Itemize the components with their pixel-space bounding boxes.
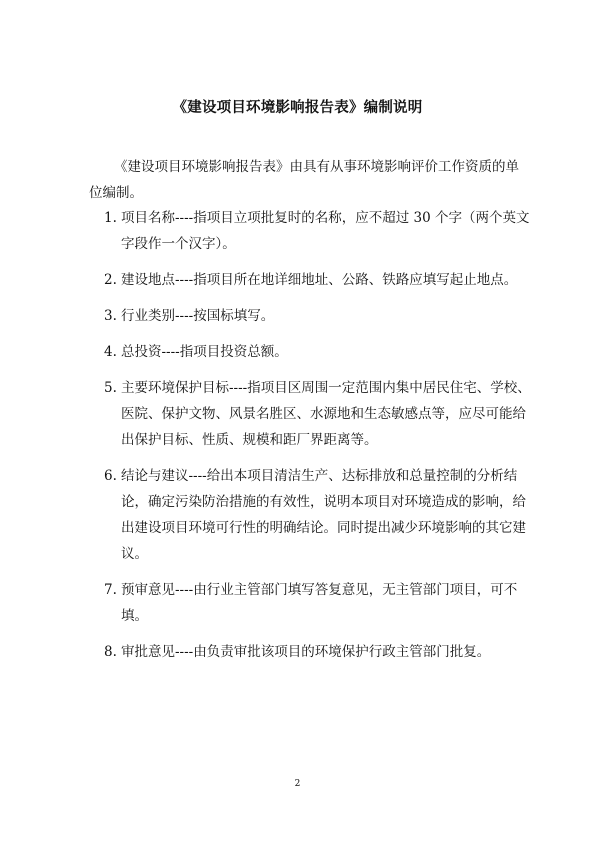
item-text: 结论与建议----给出本项目清洁生产、达标排放和总量控制的分析结论，确定污染防治措施的有效性，说明本项目对环境造成的影响，给出建设项目环境可行性的明确结论。同时提出减少环境影响的其它建议。 bbox=[121, 468, 526, 562]
item-text: 审批意见----由负责审批该项目的环境保护行政主管部门批复。 bbox=[121, 644, 491, 660]
list-item bbox=[104, 267, 534, 293]
item-text: 预审意见----由行业主管部门填写答复意见，无主管部门项目，可不填。 bbox=[121, 582, 518, 624]
list-item bbox=[104, 463, 534, 567]
intro-paragraph: 《建设项目环境影响报告表》由具有从事环境影响评价工作资质的单位编制。 bbox=[89, 159, 519, 201]
list-item bbox=[104, 339, 534, 365]
list-item bbox=[104, 375, 534, 453]
instruction-list bbox=[104, 205, 534, 675]
list-item bbox=[104, 639, 534, 665]
item-number: 3. bbox=[104, 308, 117, 324]
item-number: 7. bbox=[104, 582, 117, 598]
page-number: 2 bbox=[294, 779, 301, 789]
list-item bbox=[104, 577, 534, 629]
item-number: 4. bbox=[104, 344, 117, 360]
item-number: 2. bbox=[104, 272, 117, 288]
item-text: 总投资----指项目投资总额。 bbox=[121, 344, 288, 360]
item-text: 主要环境保护目标----指项目区周围一定范围内集中居民住宅、学校、医院、保护文物、风景名胜区、水源地和生态敏感点等，应尽可能给出保护目标、性质、规模和距厂界距离等。 bbox=[121, 380, 531, 448]
item-number: 1. bbox=[104, 210, 117, 226]
document-title: 《建设项目环境影响报告表》编制说明 bbox=[172, 100, 423, 116]
list-item bbox=[104, 205, 534, 257]
item-number: 8. bbox=[104, 644, 117, 660]
item-text: 行业类别----按国标填写。 bbox=[121, 308, 275, 324]
item-text: 建设地点----指项目所在地详细地址、公路、铁路应填写起止地点。 bbox=[121, 272, 518, 288]
item-number: 5. bbox=[104, 380, 117, 396]
item-text: 项目名称----指项目立项批复时的名称，应不超过 30 个字（两个英文字段作一个汉字）。 bbox=[121, 210, 530, 252]
item-number: 6. bbox=[104, 468, 117, 484]
list-item bbox=[104, 303, 534, 329]
